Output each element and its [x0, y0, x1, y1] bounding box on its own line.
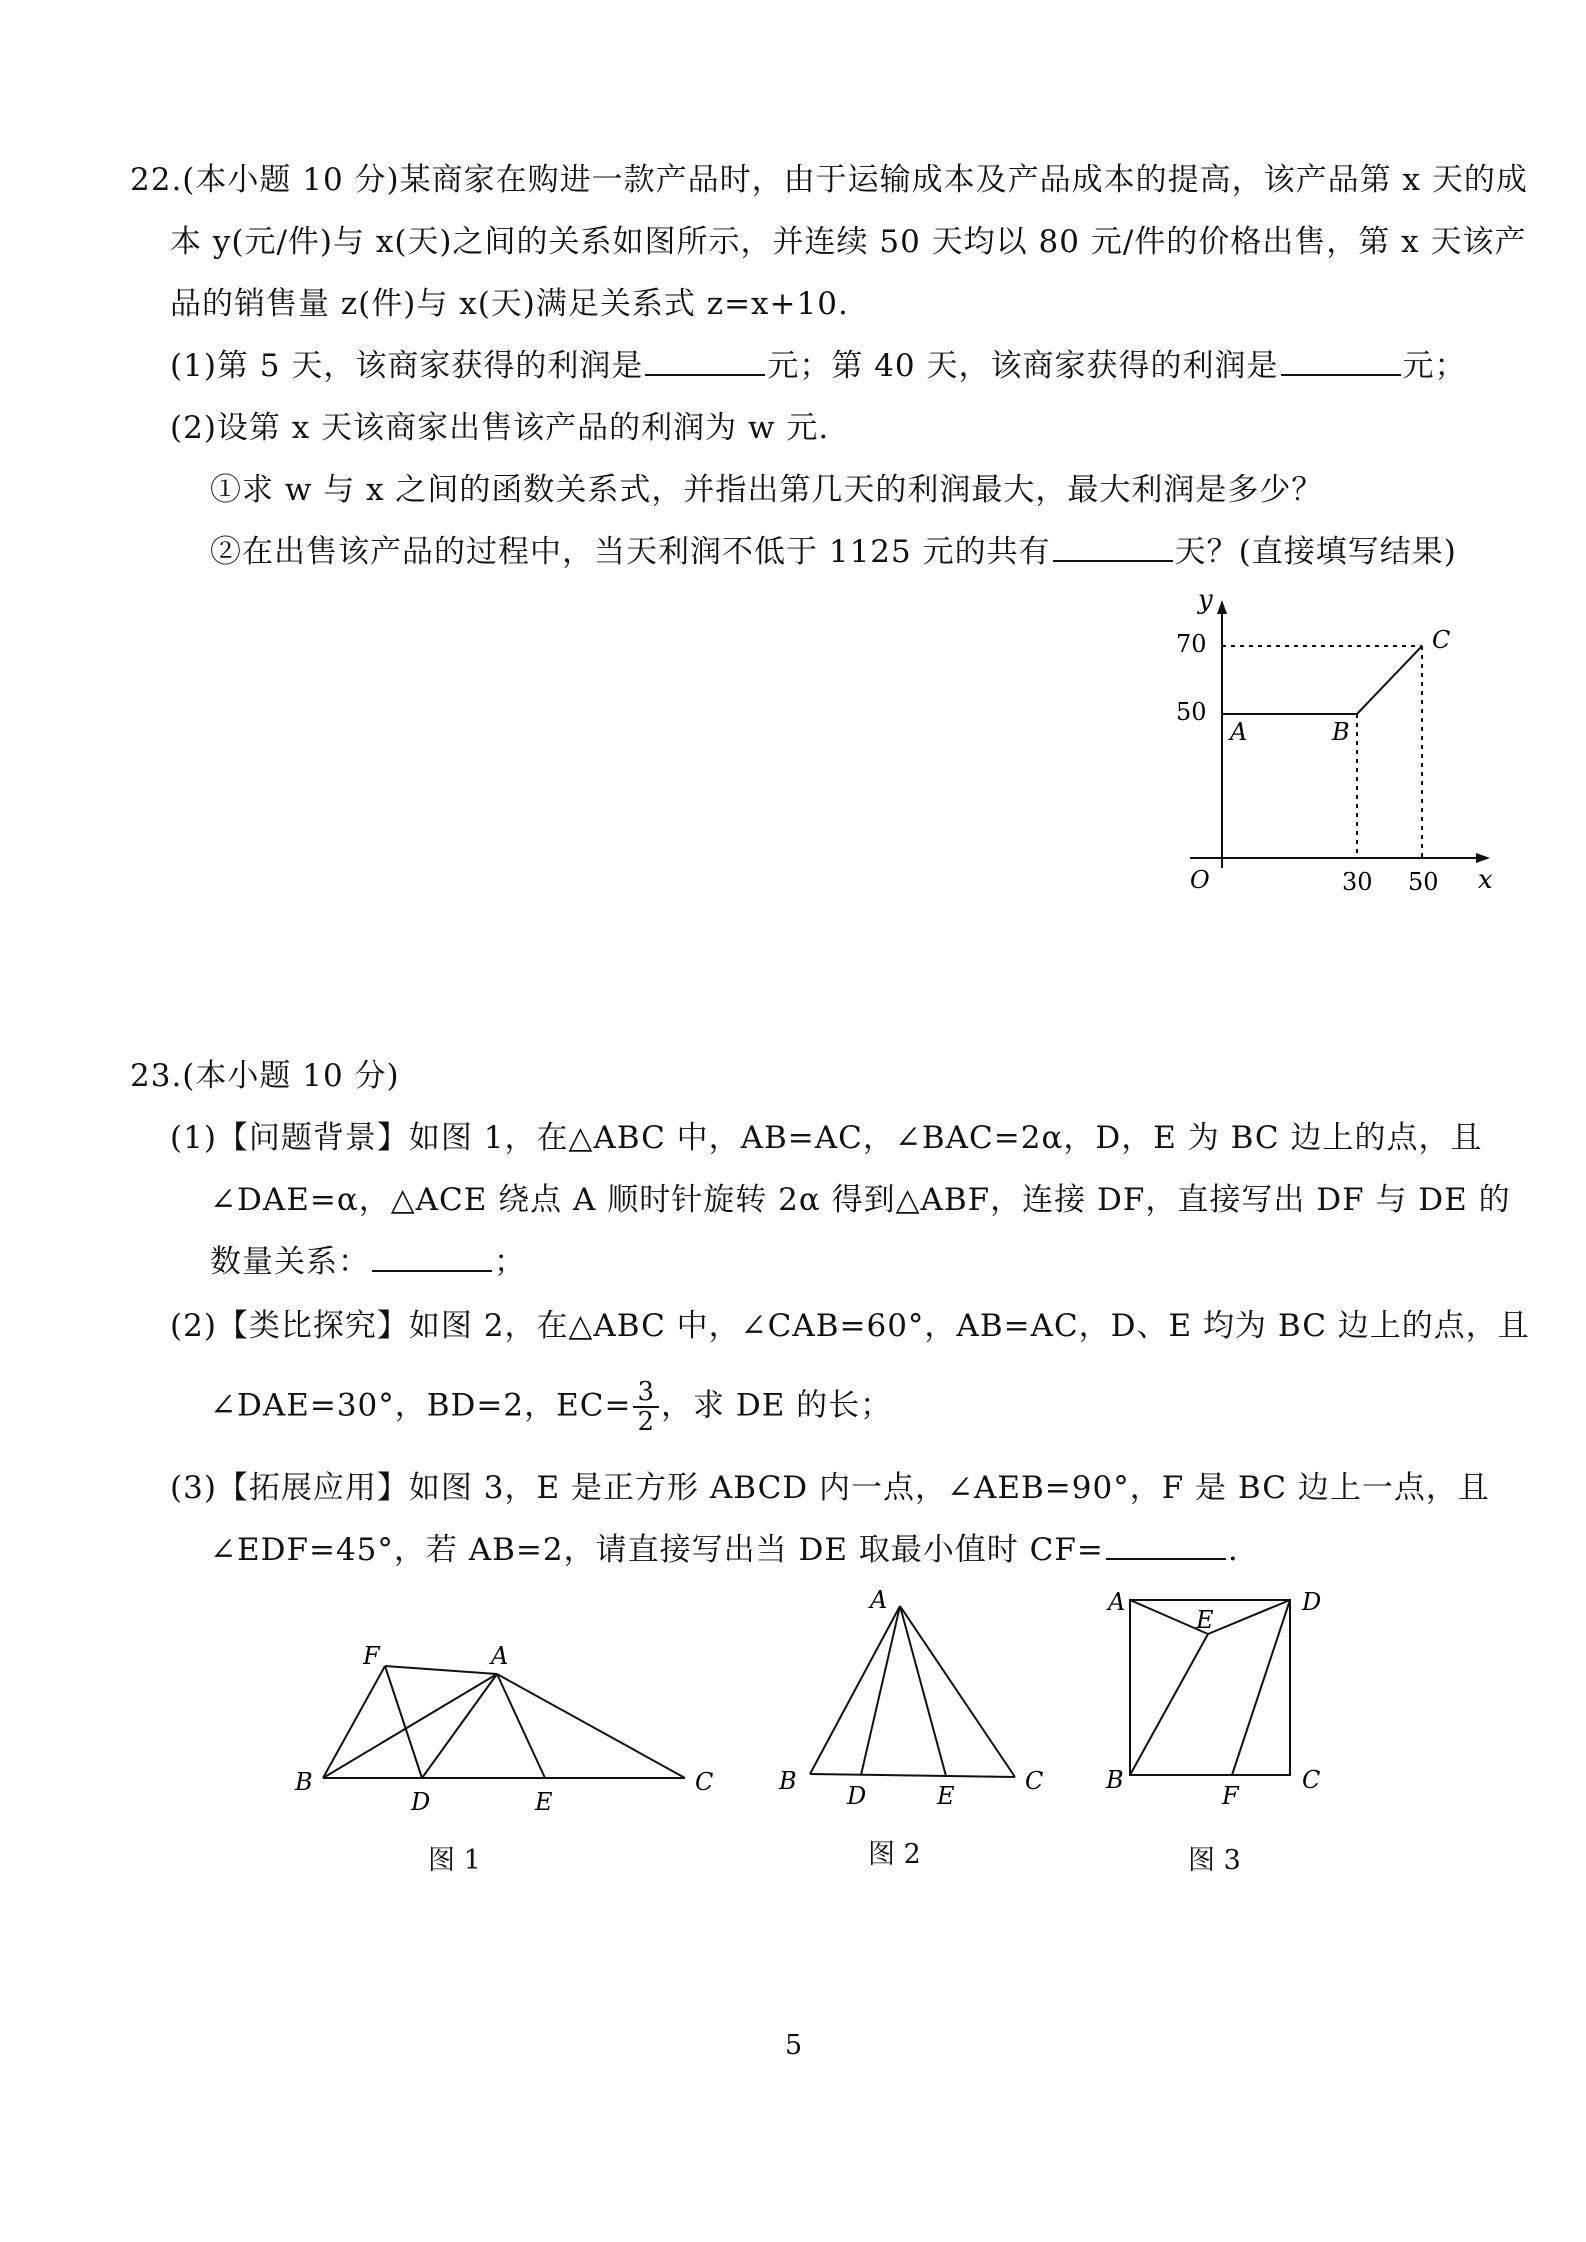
point-b-label: B — [1332, 718, 1350, 746]
fig1-label-b: B — [295, 1768, 313, 1796]
figure-1 — [285, 1630, 725, 1820]
answer-blank[interactable] — [1106, 1558, 1226, 1560]
q22-part2-sub1: ①求 w 与 x 之间的函数关系式，并指出第几天的利润最大，最大利润是多少？ — [210, 472, 1324, 508]
cost-graph — [1160, 590, 1500, 910]
fraction-numerator: 3 — [633, 1378, 659, 1408]
y-tick-50: 50 — [1176, 698, 1207, 726]
x-label: x — [1478, 865, 1493, 895]
q23-part3-line2-text-b: . — [1227, 1532, 1239, 1568]
q23-title: 23.(本小题 10 分) — [130, 1058, 400, 1094]
q23-part3-line2-text-a: ∠EDF=45°，若 AB=2，请直接写出当 DE 取最小值时 CF= — [210, 1532, 1104, 1568]
y-tick-70: 70 — [1176, 630, 1207, 658]
q22-part2-sub2 — [210, 532, 1457, 572]
page-number: 5 — [785, 2030, 803, 2061]
q22-line-2: 本 y(元/件)与 x(天)之间的关系如图所示，并连续 50 天均以 80 元/件的价格出售，第 x 天该产 — [170, 224, 1527, 260]
answer-blank[interactable] — [1053, 560, 1173, 562]
q23-part2-line2-text-b: ，求 DE 的长； — [660, 1387, 893, 1424]
fig2-label-e: E — [937, 1782, 955, 1810]
fig1-label-e: E — [535, 1788, 553, 1816]
x-axis-arrow — [1476, 853, 1490, 863]
q23-part2-line2-text-a: ∠DAE=30°，BD=2，EC= — [210, 1387, 632, 1424]
fraction-denominator: 2 — [637, 1407, 655, 1437]
fig1-label-c: C — [695, 1768, 714, 1796]
fig2-label-d: D — [847, 1782, 867, 1810]
origin-label: O — [1190, 866, 1210, 894]
fig3-label-a: A — [1108, 1588, 1126, 1616]
fig1-label-a: A — [491, 1642, 509, 1670]
fig2-label-a: A — [870, 1586, 888, 1614]
q22-part2: (2)设第 x 天该商家出售该产品的利润为 w 元. — [170, 410, 830, 446]
point-c-label: C — [1432, 626, 1451, 654]
fig1-label-d: D — [411, 1788, 431, 1816]
q23-part3-line2 — [210, 1530, 1239, 1570]
q22-part2-sub2-text-a: ②在出售该产品的过程中，当天利润不低于 1125 元的共有 — [210, 534, 1051, 570]
y-axis-arrow — [1217, 600, 1227, 614]
fig1-label-f: F — [363, 1642, 380, 1670]
q23-part1-line1: (1)【问题背景】如图 1，在△ABC 中，AB=AC，∠BAC=2α，D，E 为 BC 边上的点，且 — [170, 1120, 1483, 1156]
q22-part1 — [170, 346, 1467, 386]
fig2-label-c: C — [1025, 1767, 1044, 1795]
fig3-caption: 图 3 — [1188, 1845, 1241, 1876]
q22-part2-sub2-text-b: 天？(直接填写结果) — [1174, 534, 1457, 570]
answer-blank[interactable] — [1281, 374, 1401, 376]
q22-line-1: 22.(本小题 10 分)某商家在购进一款产品时，由于运输成本及产品成本的提高，该产品第 x 天的成 — [130, 162, 1528, 198]
fig2-label-b: B — [779, 1767, 797, 1795]
q23-part1-line2: ∠DAE=α，△ACE 绕点 A 顺时针旋转 2α 得到△ABF，连接 DF，直接写出 DF 与 DE 的 — [210, 1182, 1511, 1218]
q23-part1-line3 — [210, 1242, 526, 1282]
fig2-caption: 图 2 — [868, 1839, 921, 1870]
q22-part1-text-a: (1)第 5 天，该商家获得的利润是 — [170, 348, 644, 384]
fig3-label-b: B — [1106, 1766, 1124, 1794]
q22-part1-text-b: 元；第 40 天，该商家获得的利润是 — [767, 348, 1279, 384]
x-tick-50: 50 — [1408, 868, 1439, 896]
x-tick-30: 30 — [1342, 868, 1373, 896]
q22-part1-text-c: 元； — [1402, 348, 1467, 384]
q22-line-3: 品的销售量 z(件)与 x(天)满足关系式 z=x+10. — [170, 286, 849, 322]
answer-blank[interactable] — [645, 374, 765, 376]
y-label: y — [1198, 590, 1213, 615]
fig3-label-f: F — [1222, 1782, 1239, 1810]
q23-part2-line1: (2)【类比探究】如图 2，在△ABC 中，∠CAB=60°，AB=AC，D、E 均为 BC 边上的点，且 — [170, 1308, 1530, 1344]
fraction-3-over-2 — [633, 1378, 659, 1436]
answer-blank[interactable] — [372, 1270, 492, 1272]
q23-part1-line3-text: 数量关系： — [210, 1244, 370, 1280]
cost-polyline — [1222, 646, 1422, 714]
fig3-label-c: C — [1302, 1766, 1321, 1794]
point-a-label: A — [1230, 718, 1248, 746]
figure-2 — [765, 1582, 1065, 1812]
q23-part1-line3-end: ； — [494, 1244, 526, 1280]
figure-3 — [1090, 1582, 1360, 1812]
q23-part2-line2 — [210, 1378, 892, 1436]
fig3-label-e: E — [1196, 1606, 1214, 1634]
q23-part3-line1: (3)【拓展应用】如图 3，E 是正方形 ABCD 内一点，∠AEB=90°，F 是 BC 边上一点，且 — [170, 1470, 1490, 1506]
fig1-caption: 图 1 — [428, 1845, 481, 1876]
fig3-label-d: D — [1302, 1588, 1322, 1616]
